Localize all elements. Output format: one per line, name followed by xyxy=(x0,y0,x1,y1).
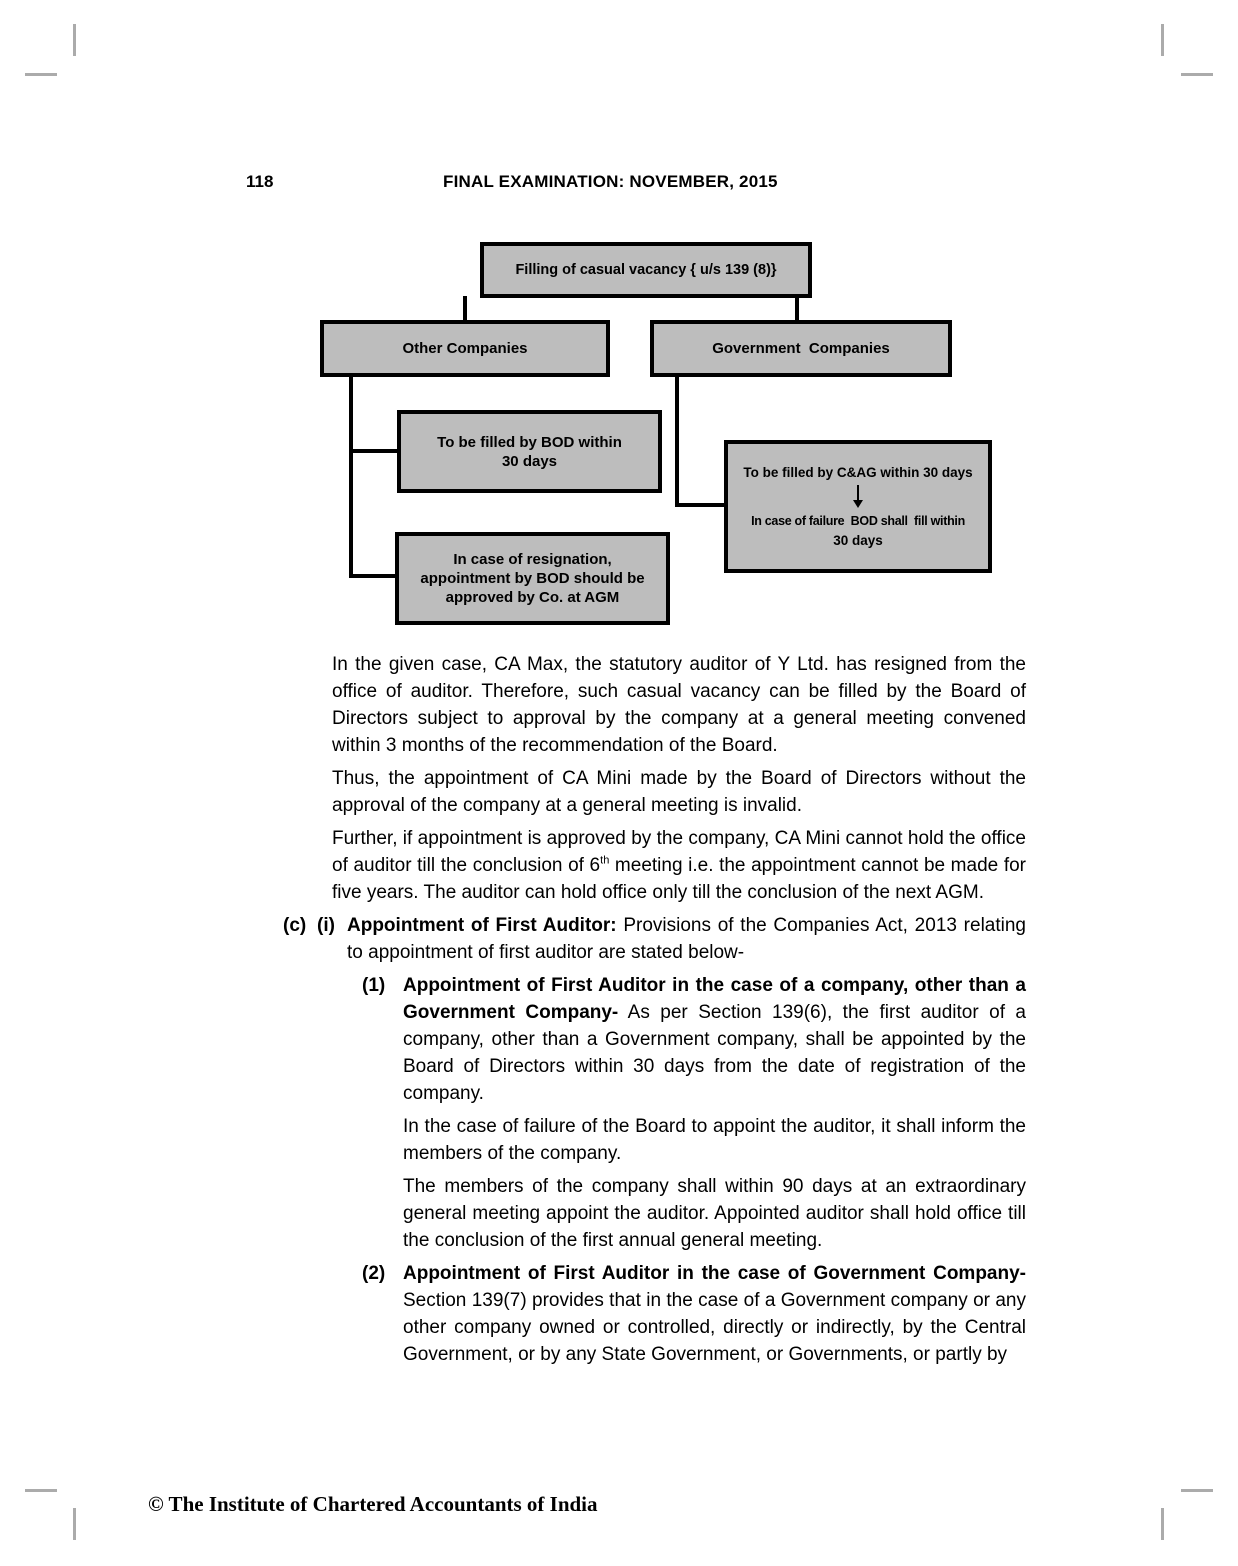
footer-copyright: © The Institute of Chartered Accountants of India xyxy=(148,1492,598,1516)
flowchart-box-other-companies xyxy=(320,320,610,377)
flowchart-box-government-companies xyxy=(650,320,952,377)
item-1-number: (1) xyxy=(362,975,386,996)
item-2-number: (2) xyxy=(362,1263,386,1284)
paragraph-invalid-appointment: Thus, the appointment of CA Mini made by the Board of Directors without the approval of the company at a general meeting is invalid. xyxy=(332,768,1026,816)
crop-mark-top-left-v xyxy=(73,24,76,56)
item-2 xyxy=(362,1260,1026,1368)
item-2-text: Appointment of First Auditor in the case of Government Company- Section 139(7) provides that in the case of a Government company or any other company owned or controlled, directly or indirectly, by the Central Government, or by any State Government, or Governments, or partly by xyxy=(403,1263,1026,1365)
flowchart-box-root-label: Filling of casual vacancy { u/s 139 (8)} xyxy=(515,261,777,278)
crop-mark-top-right-v xyxy=(1161,24,1164,56)
connector-other-branch-vertical xyxy=(349,375,353,578)
connector-to-resignation-box xyxy=(349,574,397,578)
resignation-line2: appointment by BOD should be xyxy=(420,570,645,587)
ordinal-superscript: th xyxy=(600,854,610,867)
cag-line3: 30 days xyxy=(833,533,883,548)
cag-line2: In case of failure BOD shall fill within xyxy=(751,514,965,528)
item-1-paragraph-2: In the case of failure of the Board to appoint the auditor, it shall inform the members of the company. xyxy=(403,1116,1026,1164)
crop-mark-bottom-left-v xyxy=(73,1508,76,1540)
body-text xyxy=(283,651,1026,1374)
crop-mark-bottom-right-h xyxy=(1181,1489,1213,1492)
label-i: (i) xyxy=(317,915,335,936)
bod-line1: To be filled by BOD within xyxy=(437,433,622,451)
item-1 xyxy=(362,972,1026,1107)
section-c-heading: Appointment of First Auditor: Provisions of the Companies Act, 2013 relating to appointment of first auditor are stated below- xyxy=(347,915,1026,963)
cag-line1: To be filled by C&AG within 30 days xyxy=(743,465,973,480)
label-c: (c) xyxy=(283,915,307,936)
paragraph-further: Further, if appointment is approved by the company, CA Mini cannot hold the office of auditor till the conclusion of 6th meeting i.e. the appointment cannot be made for five years. The auditor can hold office only till the conclusion of the next AGM. xyxy=(332,828,1026,903)
item-1-paragraph-3: The members of the company shall within 90 days at an extraordinary general meeting appoint the auditor. Appointed auditor shall hold office till the conclusion of the first annual general meeting. xyxy=(403,1176,1026,1251)
page-number: 118 xyxy=(246,172,274,191)
flowchart-box-cag xyxy=(724,440,992,573)
crop-mark-top-right-h xyxy=(1181,73,1213,76)
section-c-heading-row xyxy=(283,912,1026,966)
resignation-line1: In case of resignation, xyxy=(453,551,612,568)
crop-mark-top-left-h xyxy=(25,73,57,76)
flowchart-box-root xyxy=(480,242,812,298)
flowchart-box-other-companies-label: Other Companies xyxy=(402,340,528,357)
connector-to-bod-box xyxy=(349,449,399,453)
crop-mark-bottom-right-v xyxy=(1161,1508,1164,1540)
flowchart-box-government-companies-label: Government Companies xyxy=(712,340,890,357)
connector-govt-branch-vertical xyxy=(675,375,679,507)
resignation-line3: approved by Co. at AGM xyxy=(445,589,620,606)
flowchart-box-resignation xyxy=(395,532,670,625)
header-title: FINAL EXAMINATION: NOVEMBER, 2015 xyxy=(443,172,778,191)
connector-to-cag-box xyxy=(675,503,726,507)
item-1-text: Appointment of First Auditor in the case of a company, other than a Government Company- As per Section 139(6), the first auditor of a company, other than a Government company, shall be appointed by the Board of Directors within 30 days from the date of registration of the company. xyxy=(403,975,1026,1104)
flowchart-box-bod xyxy=(397,410,662,493)
bod-line2: 30 days xyxy=(501,452,558,470)
paragraph-case-analysis: In the given case, CA Max, the statutory auditor of Y Ltd. has resigned from the office of auditor. Therefore, such casual vacancy can be filled by the Board of Directors subject to approval by the company at a general meeting convened within 3 months of the recommendation of the Board. xyxy=(332,654,1026,756)
crop-mark-bottom-left-h xyxy=(25,1489,57,1492)
down-arrow-icon xyxy=(853,485,863,508)
